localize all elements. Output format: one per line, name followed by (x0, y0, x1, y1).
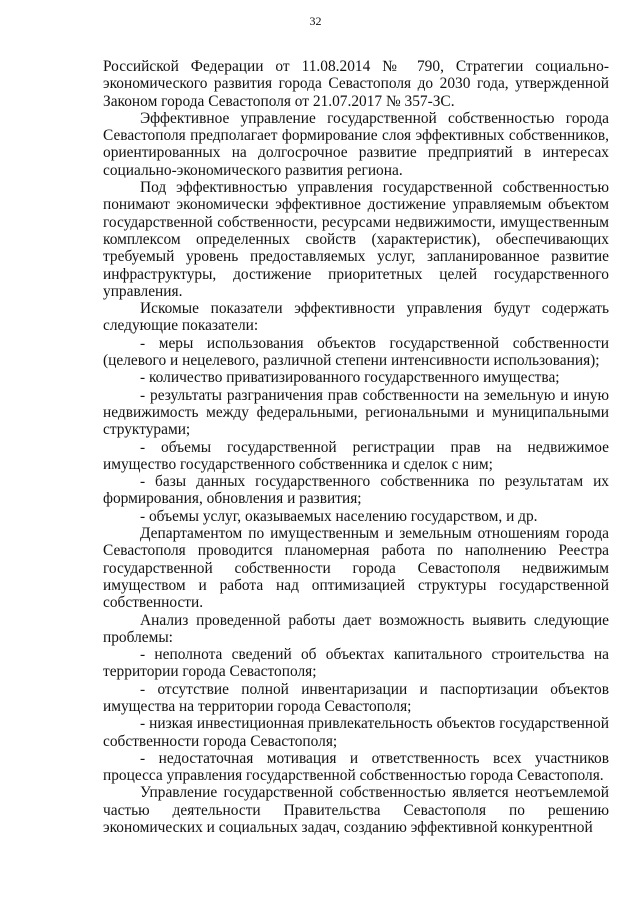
paragraph: - отсутствие полной инвентаризации и паспортизации объектов имущества на территории города Севастополя; (103, 680, 609, 715)
paragraph: - объемы услуг, оказываемых населению государством, и др. (140, 507, 538, 525)
paragraph: - количество приватизированного государственного имущества; (140, 369, 560, 387)
paragraph: - объемы государственной регистрации прав на недвижимое имущество государственного собственника и сделок с ним; (103, 438, 609, 473)
page-number: 32 (309, 14, 322, 28)
paragraph: Искомые показатели эффективности управления будут содержать следующие показатели: (103, 300, 609, 335)
paragraph: - меры использования объектов государственной собственности (целевого и нецелевого, различной степени интенсивности использования); (103, 334, 609, 370)
paragraph: Под эффективностью управления государственной собственностью понимают экономически эффективное достижение управляемым объектом государственной собственности, ресурсами недвижимости, имущественным комплексом определенных свойств (характеристик), обеспечивающих требуемый уровень предоставляемых услуг, запланированное развитие инфраструктуры, достижение приоритетных целей государственного управления. (103, 179, 609, 300)
paragraph: - результаты разграничения прав собственности на земельную и иную недвижимость между федеральными, региональными и муниципальными структурами; (103, 386, 609, 439)
paragraph: - базы данных государственного собственника по результатам их формирования, обновления и развития; (103, 473, 609, 508)
paragraph: Анализ проведенной работы дает возможность выявить следующие проблемы: (103, 611, 609, 646)
body-text (103, 58, 609, 836)
paragraph: Эффективное управление государственной собственностью города Севастополя предполагает формирование слоя эффективных собственников, ориентированных на долгосрочное развитие предприятий в интересах социально-экономического развития региона. (103, 109, 609, 179)
paragraph: - низкая инвестиционная привлекательность объектов государственной собственности города Севастополя; (103, 715, 609, 750)
paragraph: - недостаточная мотивация и ответственность всех участников процесса управления государственной собственностью города Севастополя. (103, 749, 609, 785)
paragraph: Российской Федерации от 11.08.2014 № 790, Стратегии социально-экономического развития города Севастополя до 2030 года, утвержденной Законом города Севастополя от 21.07.2017 № 357-ЗС. (103, 58, 609, 110)
paragraph: Управление государственной собственностью является неотъемлемой частью деятельности Правительства Севастополя по решению экономических и социальных задач, созданию эффективной конкурентной (103, 784, 609, 837)
paragraph: Департаментом по имущественным и земельным отношениям города Севастополя проводится планомерная работа по наполнению Реестра государственной собственности города Севастополя недвижимым имуществом и работа над оптимизацией структуры государственной собственности. (103, 525, 609, 612)
paragraph: - неполнота сведений об объектах капитального строительства на территории города Севастополя; (103, 646, 609, 681)
